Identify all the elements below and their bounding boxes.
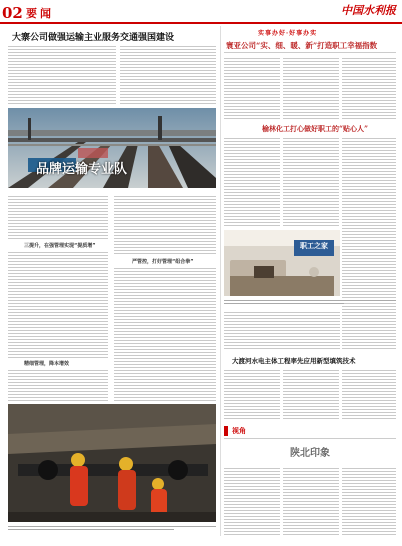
- room-sign: 职工之家: [300, 242, 328, 250]
- article-text-block: [8, 250, 108, 358]
- article-text-block: [224, 136, 280, 228]
- headline-top: 寰亚公司“实、细、暖、新”打造职工幸福指数: [226, 41, 378, 50]
- article-text-block: [224, 310, 340, 350]
- article-text-block: [114, 194, 216, 256]
- subhead: 精细管理，降本增效: [24, 361, 70, 367]
- staff-room-photo: [224, 230, 340, 296]
- article-text-block: [8, 44, 116, 106]
- photo-caption: [224, 298, 396, 308]
- photo-overlay-text: 品牌运输专业队: [36, 162, 128, 177]
- article-text-block: [120, 44, 216, 106]
- main-photo: [8, 108, 216, 188]
- photo-caption: [8, 189, 216, 193]
- article-text-block: [342, 466, 396, 536]
- article-text-block: [283, 56, 339, 120]
- banner-label: 实事办好·好事办实: [258, 30, 318, 37]
- lounge-photo: [224, 230, 340, 296]
- calligraphy-text: 陕北印象: [290, 448, 330, 459]
- article-text-block: [342, 136, 396, 350]
- article-text-block: [8, 368, 108, 402]
- article-text-block: [224, 368, 280, 420]
- masthead-logo: 中国水利报: [341, 4, 396, 17]
- section-marker: [224, 426, 228, 436]
- page-number: 02: [2, 4, 23, 22]
- divider: [224, 438, 396, 439]
- main-headline: 大寨公司做强运输主业服务交通强国建设: [12, 33, 175, 43]
- column-divider: [220, 26, 221, 536]
- headline-bottom: 大渡河水电主体工程率先应用新型填筑技术: [232, 357, 356, 365]
- article-text-block: [8, 194, 108, 240]
- footer-section-label: 视角: [232, 426, 246, 435]
- subhead: 三提升，在强管理实现“提质增”: [24, 243, 96, 249]
- workers-repair-photo: [8, 404, 216, 522]
- article-text-block: [283, 136, 339, 228]
- calligraphy-title: [290, 440, 340, 464]
- photo-caption: [8, 524, 216, 534]
- article-text-block: [283, 368, 339, 420]
- article-text-block: [342, 56, 396, 120]
- article-text-block: [342, 368, 396, 420]
- page-header: [0, 0, 402, 30]
- divider: [224, 52, 396, 53]
- article-text-block: [283, 466, 339, 536]
- article-text-block: [114, 266, 216, 402]
- header-rule: [0, 22, 402, 24]
- article-text-block: [224, 466, 280, 536]
- section-label: 要闻: [26, 7, 54, 20]
- subhead: 严管控，打好管理“组合拳”: [132, 259, 194, 265]
- article-text-block: [224, 56, 280, 120]
- workers-photo: [8, 404, 216, 522]
- headline-mid: 榆林化工打心做好职工的“贴心人”: [262, 124, 369, 133]
